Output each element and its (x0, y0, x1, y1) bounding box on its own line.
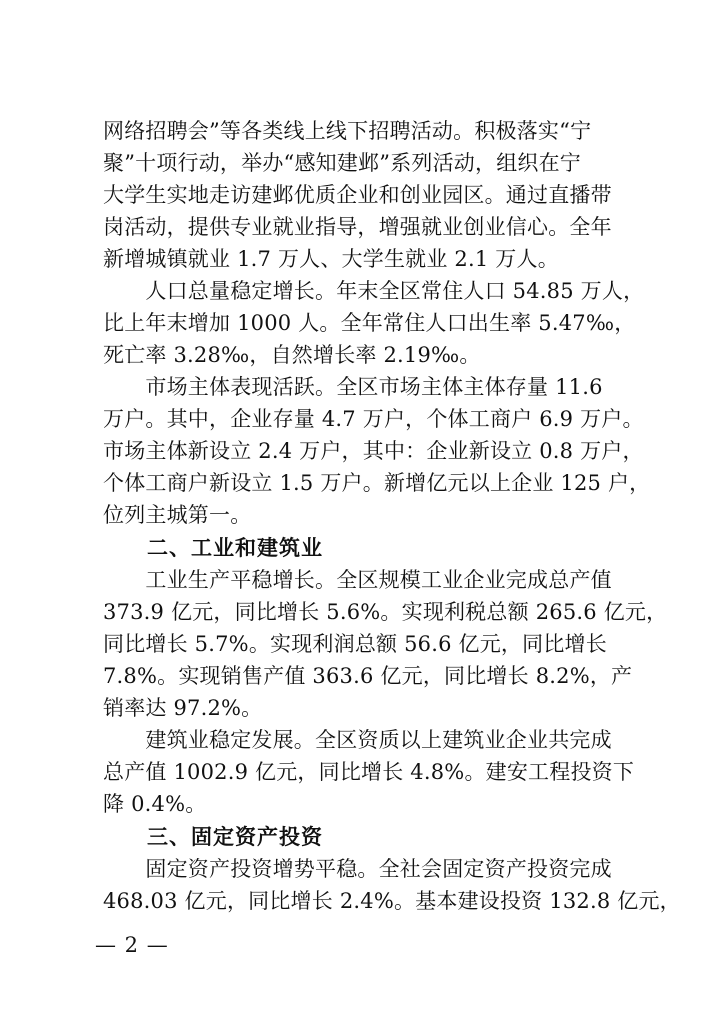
text-line: 468.03 亿元，同比增长 2.4%。基本建设投资 132.8 亿元， (103, 889, 681, 913)
text-line: 同比增长 5.7%。实现利润总额 56.6 亿元，同比增长 (103, 632, 607, 656)
page-number: — 2 — (95, 933, 169, 957)
text-line: 7.8%。实现销售产值 363.6 亿元，同比增长 8.2%，产 (103, 664, 633, 688)
text-line: 聚”十项行动，举办“感知建邺”系列活动，组织在宁 (103, 151, 582, 175)
text-line: 位列主城第一。 (103, 503, 252, 527)
paragraph-market-entities: 市场主体表现活跃。全区市场主体主体存量 11.6 (103, 375, 603, 399)
text-line: 总产值 1002.9 亿元，同比增长 4.8%。建安工程投资下 (103, 760, 635, 784)
paragraph-investment: 固定资产投资增势平稳。全社会固定资产投资完成 (103, 857, 612, 881)
paragraph-population: 人口总量稳定增长。年末全区常住人口 54.85 万人， (103, 279, 645, 303)
text-line: 个体工商户新设立 1.5 万户。新增亿元以上企业 125 户， (103, 471, 651, 495)
text-line: 比上年末增加 1000 人。全年常住人口出生率 5.47‰， (103, 311, 636, 335)
text-line: 岗活动，提供专业就业指导，增强就业创业信心。全年 (103, 215, 612, 239)
text-line: 市场主体新设立 2.4 万户，其中：企业新设立 0.8 万户， (103, 439, 644, 463)
text-line: 万户。其中，企业存量 4.7 万户，个体工商户 6.9 万户。 (103, 407, 644, 431)
paragraph-construction: 建筑业稳定发展。全区资质以上建筑业企业共完成 (103, 728, 612, 752)
text-line: 新增城镇就业 1.7 万人、大学生就业 2.1 万人。 (103, 247, 559, 271)
text-line: 大学生实地走访建邺优质企业和创业园区。通过直播带 (103, 183, 612, 207)
text-line: 373.9 亿元，同比增长 5.6%。实现利税总额 265.6 亿元， (103, 600, 668, 624)
text-line: 降 0.4%。 (103, 792, 207, 816)
text-line: 网络招聘会”等各类线上线下招聘活动。积极落实“宁 (103, 119, 592, 143)
paragraph-industry: 工业生产平稳增长。全区规模工业企业完成总产值 (103, 568, 612, 592)
text-line: 死亡率 3.28‰，自然增长率 2.19‰。 (103, 343, 481, 367)
text-line: 销率达 97.2%。 (103, 696, 263, 720)
section-heading-investment: 三、固定资产投资 (103, 825, 323, 849)
section-heading-industry: 二、工业和建筑业 (103, 536, 323, 560)
